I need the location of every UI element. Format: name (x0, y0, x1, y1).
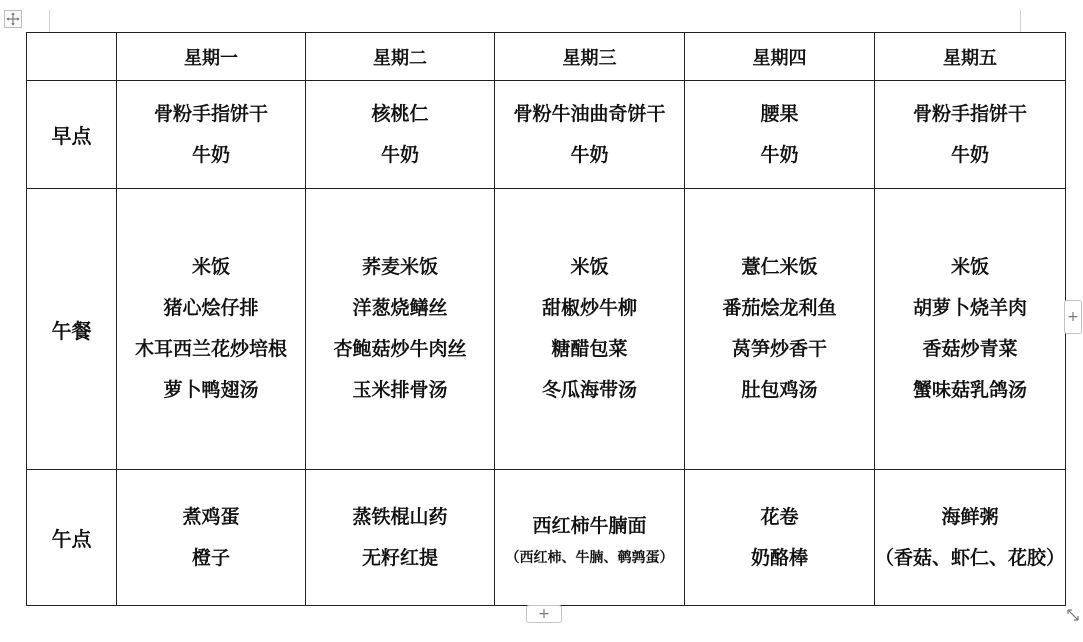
menu-cell (685, 470, 875, 606)
menu-item: 薏仁米饭 (741, 256, 818, 278)
table-row-afternoon-snack (27, 470, 1066, 606)
menu-item: 骨粉手指饼干 (913, 102, 1028, 125)
meal-header-cell: 午点 (27, 470, 117, 606)
margin-marker (1020, 10, 1021, 32)
menu-item: 香菇炒青菜 (922, 338, 1018, 360)
day-header-cell: 星期一 (117, 33, 306, 81)
meal-header-cell: 早点 (27, 81, 117, 189)
ingredient-note: （西红柿、牛腩、鹌鹑蛋） (505, 550, 674, 566)
day-header-cell: 星期二 (306, 33, 495, 81)
menu-cell (495, 189, 685, 470)
menu-cell (875, 470, 1066, 606)
day-header-cell: 星期三 (495, 33, 685, 81)
menu-item: 洋葱烧鳝丝 (352, 297, 448, 319)
menu-item: 糖醋包菜 (551, 338, 628, 360)
menu-cell (306, 81, 495, 189)
menu-item: 胡萝卜烧羊肉 (913, 297, 1028, 319)
menu-item: 冬瓜海带汤 (541, 379, 637, 401)
menu-cell (685, 81, 875, 189)
menu-item: 萝卜鸭翅汤 (163, 379, 259, 401)
meal-header-cell: 午餐 (27, 189, 117, 470)
table-row-breakfast (27, 81, 1066, 189)
weekly-menu-table (26, 32, 1066, 606)
menu-cell (495, 470, 685, 606)
menu-item: 橙子 (191, 546, 230, 569)
margin-marker (49, 10, 50, 32)
menu-item: 牛奶 (570, 143, 609, 166)
menu-item: 米饭 (951, 256, 990, 278)
header-row (27, 33, 1066, 81)
menu-item: 玉米排骨汤 (352, 379, 448, 401)
menu-cell (875, 189, 1066, 470)
table-move-handle-icon[interactable] (4, 10, 22, 28)
menu-item: 无籽红提 (361, 546, 438, 569)
menu-item: 核桃仁 (371, 102, 429, 125)
menu-item: 木耳西兰花炒培根 (134, 338, 287, 360)
day-header-cell: 星期五 (875, 33, 1066, 81)
menu-item: 花卷 (760, 505, 799, 528)
menu-item: 海鲜粥 (941, 505, 999, 528)
menu-item: 蒸铁棍山药 (352, 505, 448, 528)
menu-item: 牛奶 (951, 143, 990, 166)
menu-item: （香菇、虾仁、花胶） (875, 546, 1066, 569)
day-header-cell: 星期四 (685, 33, 875, 81)
add-column-button[interactable]: + (1064, 300, 1082, 334)
menu-item: 奶酪棒 (750, 546, 808, 569)
menu-item: 牛奶 (191, 143, 230, 166)
menu-cell (875, 81, 1066, 189)
table-resize-icon[interactable] (1064, 606, 1082, 624)
menu-item: 牛奶 (380, 143, 419, 166)
menu-item: 牛奶 (760, 143, 799, 166)
menu-item: 蟹味菇乳鸽汤 (913, 379, 1028, 401)
menu-cell (495, 81, 685, 189)
menu-item: 猪心烩仔排 (163, 297, 259, 319)
menu-item: 米饭 (191, 256, 230, 278)
menu-item: 腰果 (760, 102, 799, 125)
menu-cell (117, 189, 306, 470)
menu-item: 荞麦米饭 (361, 256, 438, 278)
menu-item: 甜椒炒牛柳 (541, 297, 637, 319)
menu-item: 番茄烩龙利鱼 (722, 297, 837, 319)
menu-cell (117, 470, 306, 606)
menu-cell (117, 81, 306, 189)
menu-item: 骨粉手指饼干 (153, 102, 268, 125)
menu-item: 米饭 (570, 256, 609, 278)
menu-item: 杏鲍菇炒牛肉丝 (333, 338, 467, 360)
menu-cell (306, 189, 495, 470)
menu-cell (685, 189, 875, 470)
menu-item: 肚包鸡汤 (741, 379, 818, 401)
corner-cell (27, 33, 117, 81)
menu-item: 莴笋炒香干 (731, 338, 827, 360)
add-row-button[interactable]: + (526, 605, 562, 623)
menu-item: 西红柿牛腩面 (532, 515, 647, 537)
table-row-lunch (27, 189, 1066, 470)
menu-item: 煮鸡蛋 (182, 505, 240, 528)
menu-item: 骨粉牛油曲奇饼干 (513, 102, 666, 125)
menu-cell (306, 470, 495, 606)
